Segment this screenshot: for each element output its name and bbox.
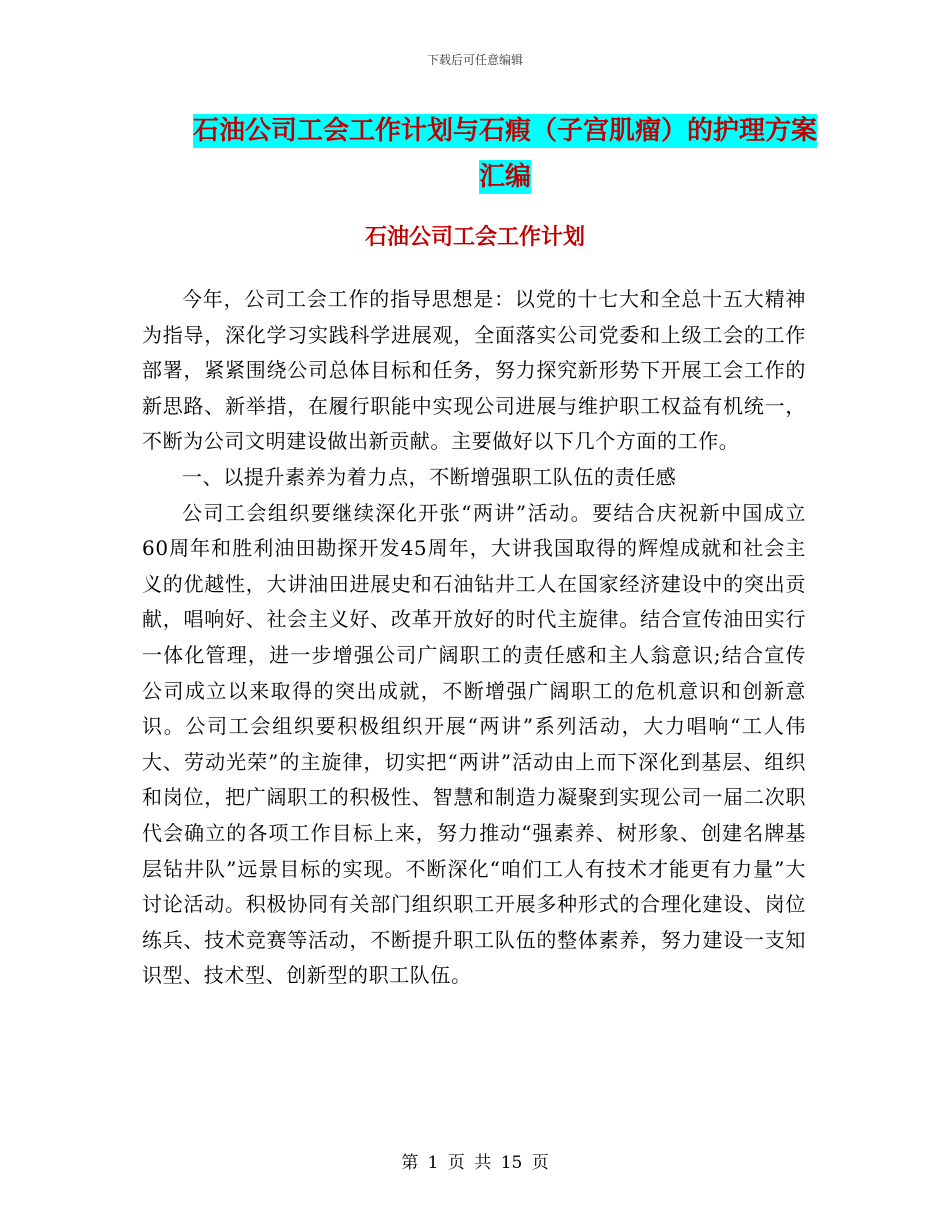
body-text <box>142 282 806 994</box>
paragraph: 公司工会组织要继续深化开张“两讲”活动。要结合庆祝新中国成立60周年和胜利油田勘探开发45周年，大讲我国取得的辉煌成就和社会主义的优越性，大讲油田进展史和石油钻井工人在国家经济建设中的突出贡献，唱响好、社会主义好、改革开放好的时代主旋律。结合宣传油田实行一体化管理，进一步增强公司广阔职工的责任感和主人翁意识;结合宣传公司成立以来取得的突出成就，不断增强广阔职工的危机意识和创新意识。公司工会组织要积极组织开展“两讲”系列活动，大力唱响“工人伟大、劳动光荣”的主旋律，切实把“两讲”活动由上而下深化到基层、组织和岗位，把广阔职工的积极性、智慧和制造力凝聚到实现公司一届二次职代会确立的各项工作目标上来，努力推动“强素养、树形象、创建名牌基层钻井队”远景目标的实现。不断深化“咱们工人有技术才能更有力量”大讨论活动。积极协同有关部门组织职工开展多种形式的合理化建设、岗位练兵、技术竞赛等活动，不断提升职工队伍的整体素养，努力建设一支知识型、技术型、创新型的职工队伍。 <box>142 500 806 988</box>
document-title-text: 石油公司工会工作计划与石瘕（子宫肌瘤）的护理方案汇编 <box>192 116 817 192</box>
paragraph-heading: 一、以提升素养为着力点，不断增强职工队伍的责任感 <box>182 464 677 489</box>
section-title: 石油公司工会工作计划 <box>364 224 585 250</box>
page-indicator: 第 1 页 共 15 页 <box>401 1153 549 1173</box>
header-note: 下载后可任意编辑 <box>426 53 523 67</box>
document-title <box>185 108 825 200</box>
paragraph: 今年，公司工会工作的指导思想是：以党的十七大和全总十五大精神为指导，深化学习实践科学进展观，全面落实公司党委和上级工会的工作部署，紧紧围绕公司总体目标和任务，努力探究新形势下开展工会工作的新思路、新举措，在履行职能中实现公司进展与维护职工权益有机统一，不断为公司文明建设做出新贡献。主要做好以下几个方面的工作。 <box>142 287 806 454</box>
